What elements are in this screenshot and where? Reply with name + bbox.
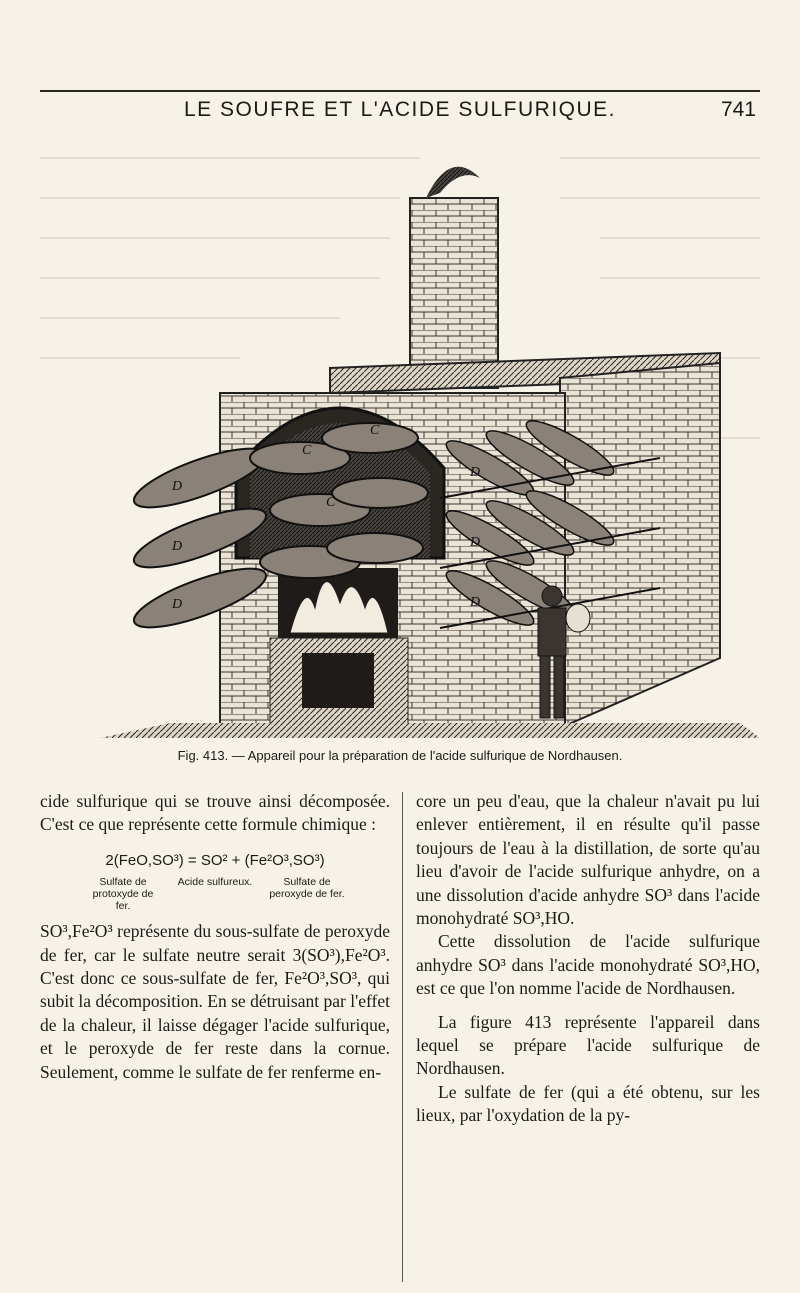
label-d: D bbox=[172, 539, 183, 554]
label-d: D bbox=[470, 465, 481, 480]
paragraph: cide sulfurique qui se trouve ainsi décomposée. C'est ce que représente cette formule chimique : bbox=[40, 791, 390, 835]
paragraph: Cette dissolution de l'acide sulfurique anhydre SO³ dans l'acide monohydraté SO³,HO, est ce que l'on nomme l'acide de Nordhausen. bbox=[416, 931, 760, 999]
figure-caption: Fig. 413. — Appareil pour la préparation de l'acide sulfurique de Nordhausen. bbox=[177, 748, 623, 763]
label-d: D bbox=[470, 595, 481, 610]
running-title: LE SOUFRE ET L'ACIDE SULFURIQUE. bbox=[183, 98, 617, 121]
paragraph: Le sulfate de fer (qui a été obtenu, sur les lieux, par l'oxydation de la py- bbox=[416, 1081, 760, 1126]
label-d: D bbox=[172, 597, 183, 612]
label-c: C bbox=[370, 423, 380, 438]
label-d: D bbox=[172, 479, 183, 494]
label-c: C bbox=[326, 495, 336, 510]
formula-label: Acide sulfureux. bbox=[177, 876, 253, 889]
formula-label: Sulfate de peroxyde de fer. bbox=[269, 876, 345, 901]
paragraph: core un peu d'eau, que la chaleur n'avait pu lui enlever entièrement, il en résulte qu'il passe toujours de l'eau à la distillation, de sorte qu'au lieu d'avoir de l'acide sulfurique anhydre, on a une dissolution d'acide anhydre SO³ dans l'acide monohydraté SO³,HO. bbox=[416, 791, 760, 929]
column-divider bbox=[402, 792, 403, 1282]
page-header bbox=[40, 98, 760, 128]
left-column bbox=[40, 790, 390, 1084]
chemical-formula: 2(FeO,SO³) = SO² + (Fe²O³,SO³) bbox=[105, 851, 325, 869]
paragraph: La figure 413 représente l'appareil dans lequel se prépare l'acide sulfurique de Nordhausen. bbox=[416, 1011, 760, 1079]
page-number: 741 bbox=[720, 98, 756, 121]
chimney bbox=[410, 198, 498, 388]
right-column bbox=[416, 790, 760, 1128]
formula-labels bbox=[40, 876, 390, 912]
furnace-illustration bbox=[40, 138, 760, 738]
label-d: D bbox=[470, 535, 481, 550]
paragraph: SO³,Fe²O³ représente du sous-sulfate de peroxyde de fer, car le sulfate neutre serait 3(SO³),Fe²O³. C'est donc ce sous-sulfate de fer, Fe²O³,SO³, qui subit la décomposition. En se détruisant par l'effet de la chaleur, il laisse dégager l'acide sulfurique, et le peroxyde de fer reste dans la cornue. Seulement, comme le sulfate de fer renferme en- bbox=[40, 921, 390, 1082]
formula-label: Sulfate de protoxyde de fer. bbox=[92, 876, 154, 913]
label-c: C bbox=[302, 443, 312, 458]
header-rule bbox=[40, 90, 760, 92]
